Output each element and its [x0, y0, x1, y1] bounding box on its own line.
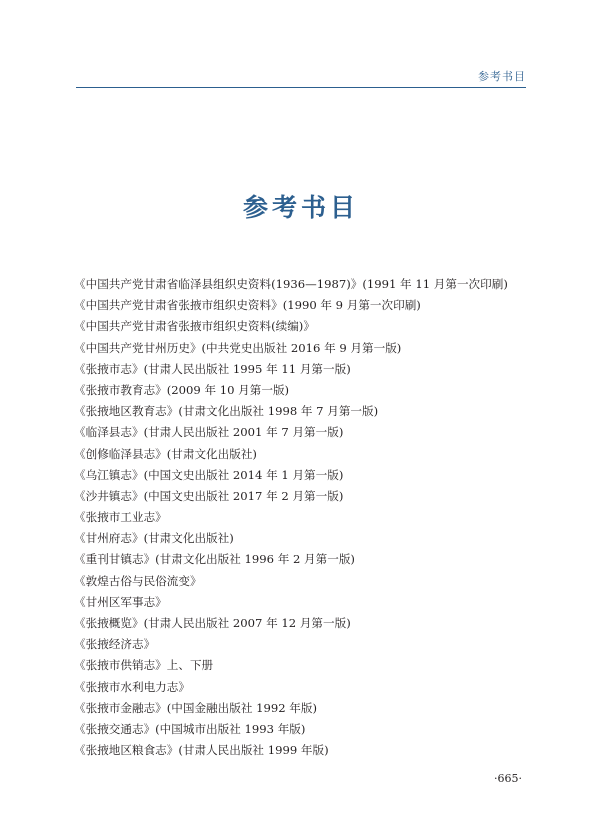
reference-item: 《临泽县志》(甘肃人民出版社 2001 年 7 月第一版): [74, 425, 344, 440]
reference-item: 《甘州府志》(甘肃文化出版社): [74, 531, 234, 546]
page-title: 参考书目: [242, 193, 359, 222]
header-rule: [76, 87, 526, 88]
reference-item: 《张掖地区粮食志》(甘肃人民出版社 1999 年版): [74, 743, 329, 758]
reference-item: 《张掖市志》(甘肃人民出版社 1995 年 11 月第一版): [74, 361, 351, 376]
reference-item: 《中国共产党甘肃省临泽县组织史资料(1936—1987)》(1991 年 11 月第一次印刷): [74, 277, 508, 291]
reference-item: 《张掖经济志》: [74, 637, 156, 652]
reference-item: 《中国共产党甘肃省张掖市组织史资料(续编)》: [74, 319, 315, 334]
reference-item: 《沙井镇志》(中国文史出版社 2017 年 2 月第一版): [74, 488, 344, 503]
reference-item: 《张掖概览》(甘肃人民出版社 2007 年 12 月第一版): [74, 616, 351, 630]
reference-item: 《张掖交通志》(中国城市出版社 1993 年版): [74, 721, 306, 736]
page-number: ·665·: [494, 772, 522, 785]
reference-item: 《中国共产党甘州历史》(中共党史出版社 2016 年 9 月第一版): [74, 340, 402, 355]
reference-list: [74, 274, 508, 761]
reference-item: 《甘州区军事志》: [74, 594, 167, 609]
reference-item: 《张掖市金融志》(中国金融出版社 1992 年版): [74, 700, 318, 715]
reference-item: 《张掖市供销志》上、下册: [74, 658, 214, 673]
reference-item: 《张掖市教育志》(2009 年 10 月第一版): [74, 382, 290, 397]
running-head: 参考书目: [478, 70, 526, 83]
reference-item: 《敦煌古俗与民俗流变》: [74, 573, 202, 588]
reference-item: 《乌江镇志》(中国文史出版社 2014 年 1 月第一版): [74, 467, 344, 482]
reference-item: 《张掖市工业志》: [74, 510, 167, 525]
reference-item: 《重刊甘镇志》(甘肃文化出版社 1996 年 2 月第一版): [74, 552, 355, 567]
reference-item: 《张掖市水利电力志》: [74, 679, 190, 694]
reference-item: 《创修临泽县志》(甘肃文化出版社): [74, 446, 257, 461]
reference-item: 《中国共产党甘肃省张掖市组织史资料》(1990 年 9 月第一次印刷): [74, 298, 421, 313]
reference-item: 《张掖地区教育志》(甘肃文化出版社 1998 年 7 月第一版): [74, 404, 379, 419]
